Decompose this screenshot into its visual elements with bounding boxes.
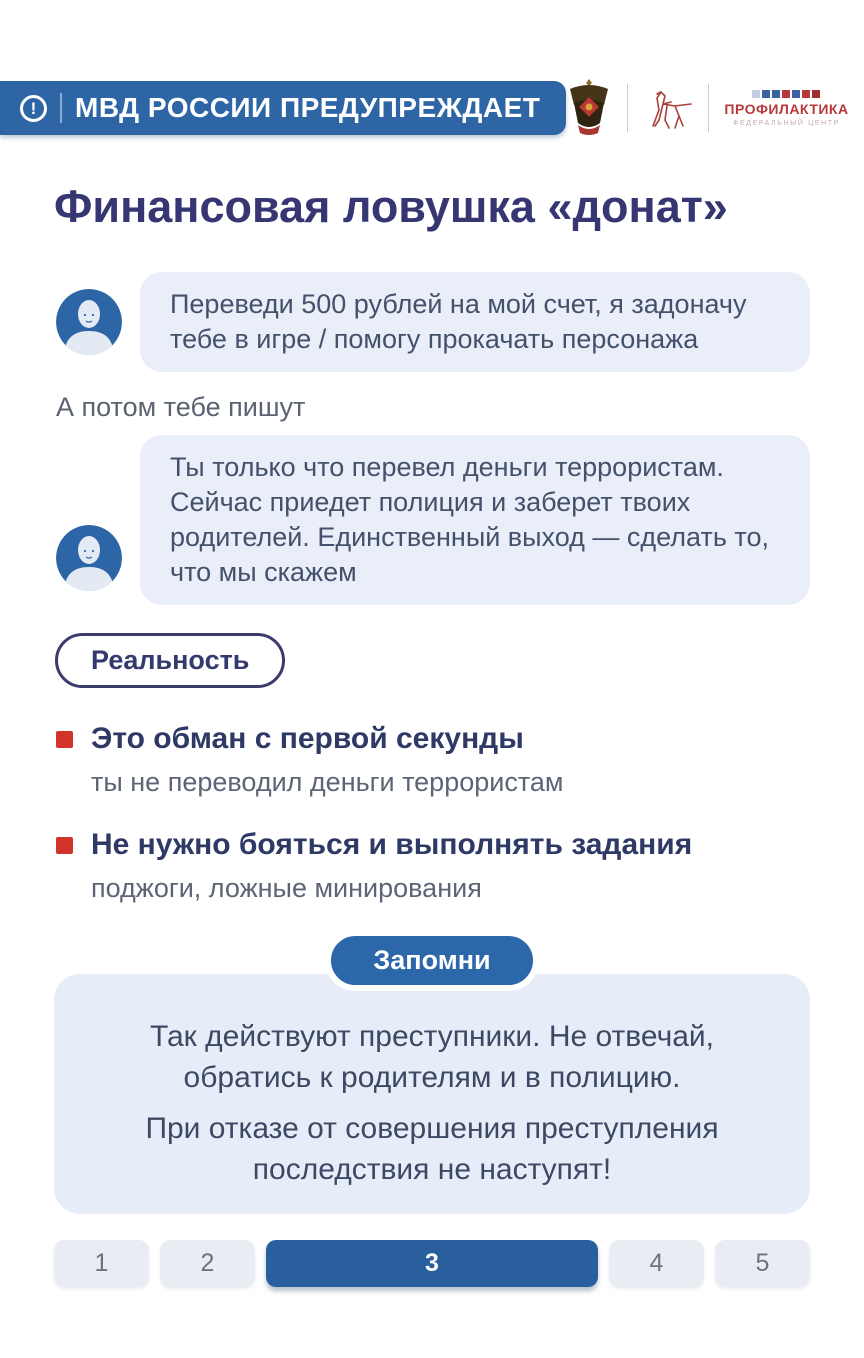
- remember-paragraph: При отказе от совершения преступления последствия не наступят!: [145, 1112, 719, 1186]
- poster: [0, 78, 864, 1358]
- mvd-eagle-emblem-icon: [566, 78, 612, 138]
- red-lineart-animal-icon: [643, 86, 693, 130]
- point-heading: Это обман с первой секунды: [91, 722, 524, 755]
- scammer-avatar: [56, 289, 122, 355]
- page-button-2[interactable]: 2: [160, 1240, 255, 1287]
- list-item: [56, 826, 810, 904]
- page-button-5[interactable]: 5: [715, 1240, 810, 1287]
- page-button-3-active[interactable]: 3: [266, 1240, 598, 1287]
- chat-message-1: [54, 272, 810, 372]
- remember-badge: Запомни: [325, 930, 538, 991]
- profilaktika-squares-icon: [752, 90, 820, 98]
- exclamation-circle-icon: !: [20, 95, 47, 122]
- remember-section: [0, 930, 864, 1214]
- profilaktika-logo: [724, 90, 848, 127]
- list-item: [56, 720, 810, 798]
- reality-points: [56, 720, 810, 904]
- chat-message-2: [54, 435, 810, 605]
- profilaktika-subtitle: ФЕДЕРАЛЬНЫЙ ЦЕНТР: [733, 119, 840, 127]
- logo-divider: [708, 84, 709, 132]
- chat-bubble: Ты только что перевел деньги террористам. Сейчас приедет полиция и заберет твоих родителей. Единственный выход — сделать то, что мы скажем: [140, 435, 810, 605]
- logo-divider: [627, 84, 628, 132]
- mvd-warning-banner: [0, 81, 566, 135]
- red-square-bullet-icon: [56, 837, 73, 854]
- remember-panel: [54, 974, 810, 1214]
- banner-divider: [60, 93, 62, 123]
- point-detail: поджоги, ложные минирования: [91, 873, 482, 903]
- page-title: Финансовая ловушка «донат»: [54, 181, 728, 232]
- remember-paragraph: Так действуют преступники. Не отвечай, обратись к родителям и в полицию.: [150, 1020, 714, 1094]
- page-button-4[interactable]: 4: [609, 1240, 704, 1287]
- point-heading: Не нужно бояться и выполнять задания: [91, 828, 693, 861]
- chat-bubble: Переведи 500 рублей на мой счет, я задоначу тебе в игре / помогу прокачать персонажа: [140, 272, 810, 372]
- page-button-1[interactable]: 1: [54, 1240, 149, 1287]
- scammer-avatar: [56, 525, 122, 591]
- point-detail: ты не переводил деньги террористам: [91, 767, 564, 797]
- header-logos: [566, 78, 848, 138]
- banner-label: МВД РОССИИ ПРЕДУПРЕЖДАЕТ: [75, 92, 541, 123]
- interlude-text: А потом тебе пишут: [56, 392, 306, 422]
- red-square-bullet-icon: [56, 731, 73, 748]
- profilaktika-title: ПРОФИЛАКТИКА: [724, 100, 849, 117]
- header: [0, 78, 864, 138]
- reality-pill: Реальность: [55, 633, 285, 688]
